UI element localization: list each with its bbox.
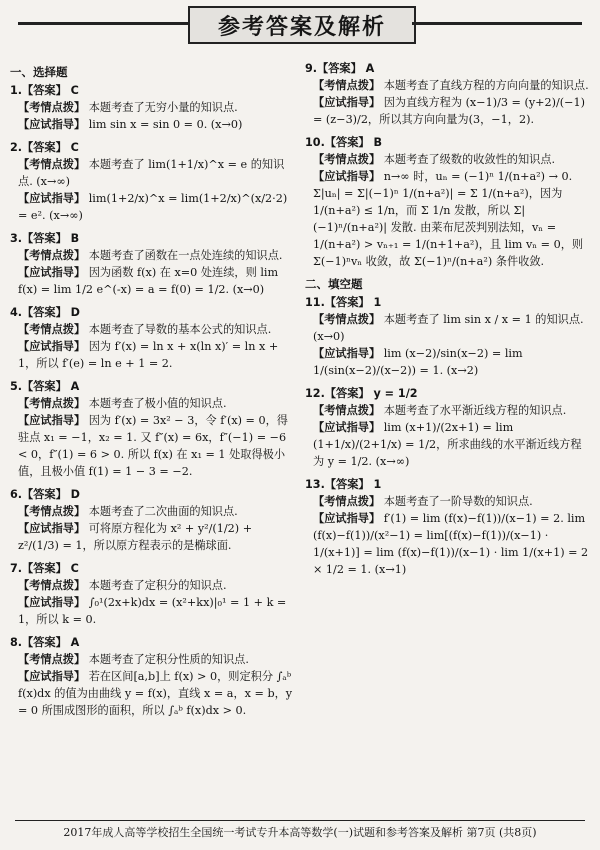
- explanation-line: [10, 264, 295, 298]
- answer-item: [10, 634, 295, 719]
- explanation-text: 本题考查了水平渐近线方程的知识点.: [380, 404, 567, 417]
- explanation-line: [10, 520, 295, 554]
- answer-item: [305, 60, 590, 128]
- explanation-tag: 【应试指导】: [18, 118, 86, 131]
- explanation-text: 本题考查了无穷小量的知识点.: [85, 101, 238, 114]
- explanation-text: 本题考查了一阶导数的知识点.: [380, 495, 533, 508]
- explanation-tag: 【考情点拨】: [18, 579, 86, 592]
- title-bar: [0, 0, 600, 50]
- right-items: [305, 60, 590, 270]
- explanation-text: lim(1+2/x)^x = lim(1+2/x)^(x/2·2) = e². (x→∞): [18, 192, 288, 222]
- section-heading: 一、选择题: [10, 65, 68, 79]
- explanation-text: 本题考查了 lim sin x / x = 1 的知识点. (x→0): [313, 313, 584, 343]
- answer-item: [10, 486, 295, 554]
- explanation-text: 可将原方程化为 x² + y²/(1/2) + z²/(1/3) = 1，所以原方程表示的是椭球面.: [18, 522, 253, 552]
- explanation-tag: 【考情点拨】: [18, 158, 86, 171]
- answer-label: 5.【答案】 A: [10, 380, 80, 393]
- explanation-line: [10, 577, 295, 594]
- answer-item: [10, 304, 295, 372]
- explanation-line: [10, 190, 295, 224]
- answer-item: [305, 476, 590, 578]
- explanation-line: [10, 247, 295, 264]
- explanation-text: n→∞ 时，uₙ = (−1)ⁿ 1/(n+a²) → 0. Σ|uₙ| = Σ|(−1)ⁿ 1/(n+a²)| = Σ 1/(n+a²)，因为 1/(n+a²) ≤ 1/n，而 Σ 1/n 发散，所以 Σ|(−1)ⁿ/(n+a²)| 发散. 由莱布尼茨判别法知，vₙ = 1/(n+a²) > vₙ₊₁ = 1/(n+1+a²)，且 lim vₙ = 0，则 Σ(−1)ⁿvₙ 收敛，故 Σ(−1)ⁿ/(n+a²) 条件收敛.: [313, 170, 584, 268]
- explanation-tag: 【应试指导】: [18, 340, 86, 353]
- explanation-tag: 【考情点拨】: [313, 313, 381, 326]
- answer-item: [305, 385, 590, 470]
- explanation-tag: 【考情点拨】: [313, 404, 381, 417]
- answer-item: [10, 230, 295, 298]
- explanation-text: 因为 f′(x) = ln x + x(ln x)′ = ln x + 1，所以 f′(e) = ln e + 1 = 2.: [18, 340, 279, 370]
- explanation-text: 因为函数 f(x) 在 x=0 处连续，则 lim f(x) = lim 1/2 e^(-x) = a = f(0) = 1/2. (x→0): [18, 266, 279, 296]
- explanation-text: 因为 f′(x) = 3x² − 3，令 f′(x) = 0，得驻点 x₁ = −1，x₂ = 1. 又 f″(x) = 6x，f″(−1) = −6 < 0，f″(1) = 6 > 0. 所以 f(x) 在 x₁ = 1 处取得极小值，且极小值 f(1) = 1 − 3 = −2.: [18, 414, 288, 478]
- explanation-line: [305, 419, 590, 470]
- explanation-tag: 【考情点拨】: [313, 153, 381, 166]
- section-heading-2: 二、填空题: [305, 277, 363, 291]
- explanation-tag: 【应试指导】: [18, 266, 86, 279]
- explanation-line: [305, 151, 590, 168]
- explanation-text: lim (x−2)/sin(x−2) = lim 1/(sin(x−2)/(x−2)) = 1. (x→2): [313, 347, 523, 377]
- explanation-line: [10, 338, 295, 372]
- answer-label: 2.【答案】 C: [10, 141, 79, 154]
- explanation-line: [10, 651, 295, 668]
- answer-item: [10, 378, 295, 480]
- answer-label: 10.【答案】 B: [305, 136, 382, 149]
- explanation-line: [305, 493, 590, 510]
- explanation-tag: 【应试指导】: [313, 96, 381, 109]
- answer-label: 13.【答案】 1: [305, 478, 382, 491]
- explanation-line: [10, 503, 295, 520]
- explanation-tag: 【考情点拨】: [18, 101, 86, 114]
- explanation-text: 因为直线方程为 (x−1)/3 = (y+2)/(−1) = (z−3)/2，所以其方向向量为(3，−1，2).: [313, 96, 586, 126]
- explanation-tag: 【考情点拨】: [18, 323, 86, 336]
- explanation-line: [10, 156, 295, 190]
- explanation-tag: 【应试指导】: [18, 414, 86, 427]
- explanation-text: lim sin x = sin 0 = 0. (x→0): [85, 118, 243, 131]
- explanation-text: 若在区间[a,b]上 f(x) > 0，则定积分 ∫ₐᵇ f(x)dx 的值为由曲线 y = f(x)，直线 x = a，x = b，y = 0 所围成图形的面积，所以 ∫ₐᵇ f(x)dx > 0.: [18, 670, 293, 717]
- answer-label: 12.【答案】 y = 1/2: [305, 387, 418, 400]
- explanation-line: [10, 321, 295, 338]
- explanation-tag: 【应试指导】: [18, 596, 86, 609]
- page-title: 参考答案及解析: [188, 6, 416, 44]
- answer-label: 7.【答案】 C: [10, 562, 79, 575]
- right2-items: [305, 294, 590, 578]
- answer-label: 3.【答案】 B: [10, 232, 80, 245]
- explanation-line: [10, 116, 295, 133]
- explanation-text: lim (x+1)/(2x+1) = lim (1+1/x)/(2+1/x) = 1/2，所求曲线的水平渐近线方程为 y = 1/2. (x→∞): [313, 421, 582, 468]
- explanation-text: 本题考查了定积分的知识点.: [85, 579, 227, 592]
- explanation-tag: 【考情点拨】: [18, 653, 86, 666]
- explanation-line: [305, 311, 590, 345]
- explanation-line: [10, 594, 295, 628]
- explanation-text: 本题考查了直线方程的方向向量的知识点.: [380, 79, 589, 92]
- explanation-line: [305, 345, 590, 379]
- explanation-tag: 【应试指导】: [313, 347, 381, 360]
- explanation-tag: 【应试指导】: [313, 512, 381, 525]
- explanation-line: [305, 77, 590, 94]
- answer-item: [10, 82, 295, 133]
- explanation-tag: 【应试指导】: [313, 421, 381, 434]
- explanation-text: 本题考查了函数在一点处连续的知识点.: [85, 249, 283, 262]
- explanation-line: [305, 168, 590, 270]
- explanation-line: [305, 402, 590, 419]
- page-footer: 2017年成人高等学校招生全国统一考试专升本高等数学(一)试题和参考答案及解析 第7页 (共8页): [15, 820, 585, 843]
- explanation-tag: 【考情点拨】: [18, 397, 86, 410]
- title-rule-left: [18, 22, 188, 25]
- explanation-text: ∫₀¹(2x+k)dx = (x²+kx)|₀¹ = 1 + k = 1，所以 k = 0.: [18, 596, 287, 626]
- explanation-text: 本题考查了极小值的知识点.: [85, 397, 227, 410]
- explanation-tag: 【考情点拨】: [18, 505, 86, 518]
- explanation-tag: 【应试指导】: [18, 192, 86, 205]
- explanation-tag: 【应试指导】: [313, 170, 381, 183]
- explanation-text: 本题考查了二次曲面的知识点.: [85, 505, 238, 518]
- explanation-text: 本题考查了定积分性质的知识点.: [85, 653, 249, 666]
- left-items: [10, 82, 295, 719]
- explanation-tag: 【考情点拨】: [313, 79, 381, 92]
- answer-label: 4.【答案】 D: [10, 306, 80, 319]
- explanation-line: [305, 510, 590, 578]
- answer-item: [305, 134, 590, 270]
- explanation-line: [305, 94, 590, 128]
- explanation-line: [10, 412, 295, 480]
- left-column: [10, 60, 295, 725]
- explanation-line: [10, 668, 295, 719]
- explanation-tag: 【考情点拨】: [313, 495, 381, 508]
- answer-item: [10, 560, 295, 628]
- answer-item: [305, 294, 590, 379]
- answer-item: [10, 139, 295, 224]
- explanation-line: [10, 395, 295, 412]
- explanation-tag: 【应试指导】: [18, 670, 86, 683]
- right-column: [305, 60, 590, 584]
- explanation-text: 本题考查了级数的收敛性的知识点.: [380, 153, 556, 166]
- explanation-text: 本题考查了导数的基本公式的知识点.: [85, 323, 272, 336]
- explanation-text: 本题考查了 lim(1+1/x)^x = e 的知识点. (x→∞): [18, 158, 285, 188]
- explanation-tag: 【应试指导】: [18, 522, 86, 535]
- answer-label: 8.【答案】 A: [10, 636, 80, 649]
- explanation-line: [10, 99, 295, 116]
- explanation-text: f′(1) = lim (f(x)−f(1))/(x−1) = 2. lim (f(x)−f(1))/(x²−1) = lim[(f(x)−f(1))/(x−1) · 1/(x+1)] = lim (f(x)−f(1))/(x−1) · lim 1/(x+1) = 2 × 1/2 = 1. (x→1): [313, 512, 589, 576]
- answer-label: 11.【答案】 1: [305, 296, 382, 309]
- answer-label: 9.【答案】 A: [305, 62, 375, 75]
- explanation-tag: 【考情点拨】: [18, 249, 86, 262]
- title-rule-right: [412, 22, 582, 25]
- answer-label: 6.【答案】 D: [10, 488, 80, 501]
- answer-label: 1.【答案】 C: [10, 84, 79, 97]
